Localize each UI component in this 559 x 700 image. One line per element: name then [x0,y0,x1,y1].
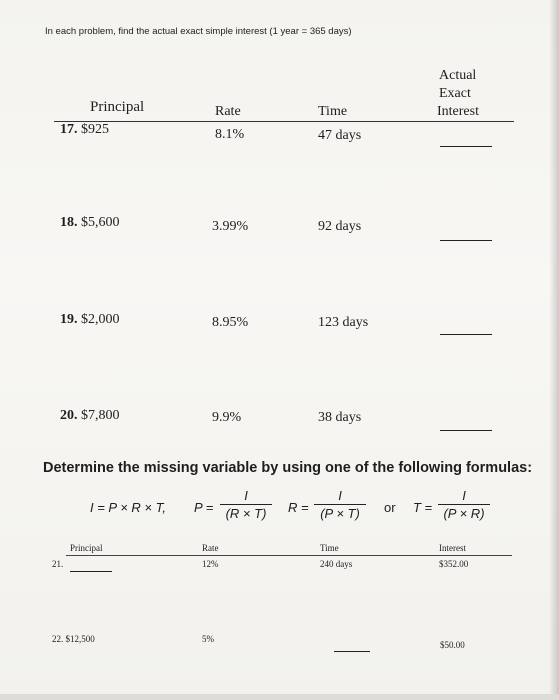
row-22-interest: $50.00 [440,640,465,650]
formula-rate-fraction [314,488,366,521]
table2-header-rate: Rate [202,543,219,553]
row-17-time: 47 days [318,128,362,143]
header-principal: Principal [90,99,145,115]
table2-header-time: Time [320,543,339,553]
row-19-principal: $2,000 [81,312,120,327]
row-18-principal: $5,600 [81,215,120,230]
formula-rate-denominator: (P × T) [320,506,360,521]
page-edge-shadow [549,0,559,700]
fraction-bar [220,504,272,505]
table2-header-interest: Interest [439,543,466,553]
row-20-answer-blank[interactable] [440,430,492,431]
row-17-principal: $925 [81,122,109,137]
row-19-answer-blank[interactable] [440,334,492,335]
row-20 [60,408,120,424]
row-21-time: 240 days [320,559,353,569]
row-21-principal-blank[interactable] [70,571,112,572]
row-20-time: 38 days [318,410,362,425]
instructions-text: In each problem, find the actual exact simple interest (1 year = 365 days) [45,26,352,37]
header-interest-line3: Interest [437,104,479,119]
header-rate: Rate [215,104,241,119]
row-17-number: 17. [60,122,78,137]
row-20-number: 20. [60,408,78,423]
row-21-interest: $352.00 [439,559,469,569]
formula-principal-denominator: (R × T) [225,506,267,521]
formula-or: or [384,500,396,515]
row-22-rate: 5% [202,634,214,644]
row-18 [60,215,120,231]
page-bottom-edge [0,694,559,700]
row-18-number: 18. [60,215,78,230]
row-17 [60,122,109,138]
row-22-principal: $12,500 [65,634,95,644]
fraction-bar [314,504,366,505]
row-20-principal: $7,800 [81,408,120,423]
row-18-answer-blank[interactable] [440,240,492,241]
row-20-rate: 9.9% [212,410,242,425]
row-18-time: 92 days [318,219,362,234]
row-19-time: 123 days [318,315,369,330]
row-17-rate: 8.1% [215,127,245,142]
formula-rate-lhs: R = [288,500,309,515]
row-17-answer-blank[interactable] [440,146,492,147]
row-22-number: 22. [52,634,64,644]
row-19-rate: 8.95% [212,315,249,330]
table2-header-rule [66,555,512,556]
formula-time-numerator: I [462,488,466,503]
formula-time-denominator: (P × R) [443,506,485,521]
fraction-bar [438,504,490,505]
formula-rate-numerator: I [338,488,342,503]
formula-time-lhs: T = [413,500,433,515]
table1-header-rule [54,121,514,122]
formula-principal-numerator: I [244,488,248,503]
formula-principal-fraction [220,488,272,521]
row-21-rate: 12% [202,559,219,569]
table2-header-principal: Principal [70,543,103,553]
row-22 [52,634,95,644]
row-19-number: 19. [60,312,78,327]
header-interest-line1: Actual [439,68,477,83]
formula-interest: I = P × R × T, [90,500,166,515]
header-time: Time [318,104,348,119]
header-interest-line2: Exact [439,86,471,101]
row-22-time-blank[interactable] [334,651,370,652]
formula-time-fraction [438,488,490,521]
row-21-number: 21. [52,559,64,569]
row-19 [60,312,120,328]
section2-heading: Determine the missing variable by using one of the following formulas: [43,460,533,476]
formula-principal-lhs: P = [194,500,214,515]
row-18-rate: 3.99% [212,219,249,234]
